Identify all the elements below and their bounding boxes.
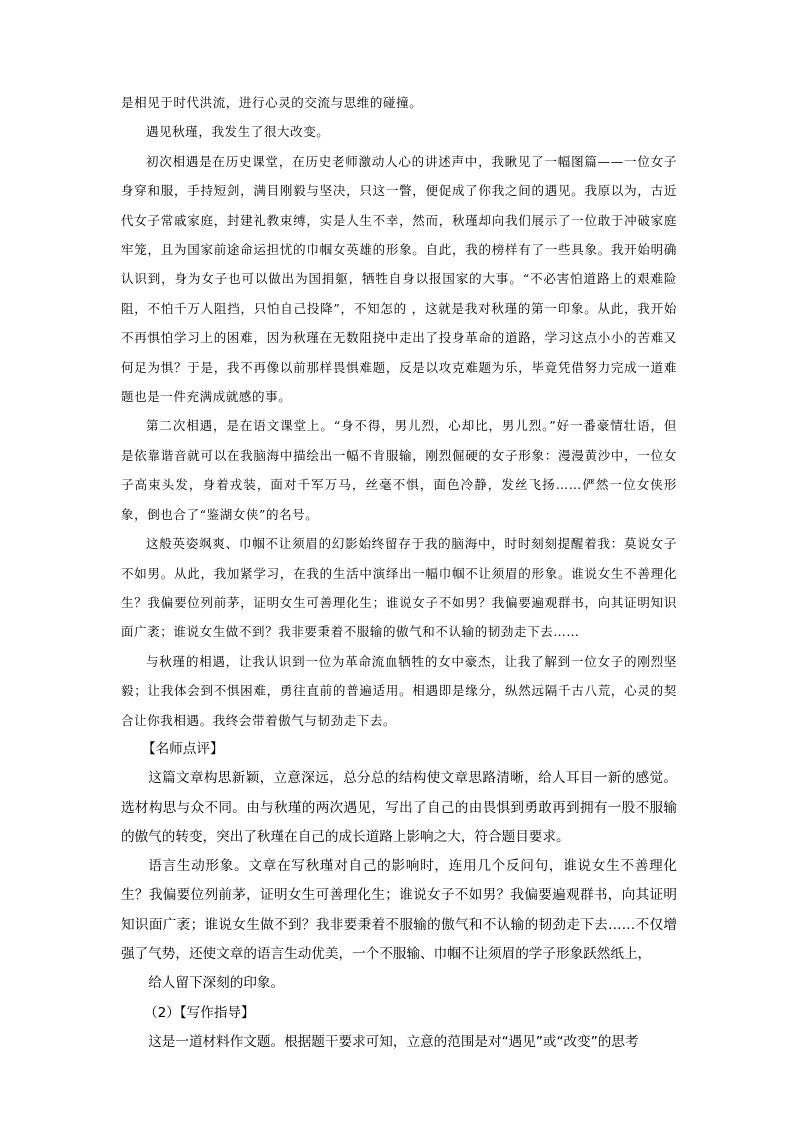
writing-guide-paragraph: 这是一道材料作文题。根据题干要求可知，立意的范围是对“遇见”或“改变”的思考 xyxy=(148,1033,639,1050)
essay-paragraph: 第二次相遇，是在语文课堂上。“身不得，男儿烈，心却比，男儿烈。”好一番豪情壮语，但是依靠谐音就可以在我脑海中描绘出一幅不肯服输，刚烈倔硬的女子形象：漫漫黄沙中，一位女子高束头发，身着戎装，面对千军万马，丝毫不惧，面色冷静，发丝飞扬……俨然一位女侠形象，倒也合了“鉴湖女侠”的名号。 xyxy=(121,418,677,522)
writing-guide-heading: （2）【写作指导】 xyxy=(144,1004,255,1021)
student-essay xyxy=(121,88,677,735)
essay-paragraph: 与秋瑾的相遇，让我认识到一位为革命流血牺牲的女中豪杰，让我了解到一位女子的刚烈坚毅；让我体会到不惧困难，勇往直前的普遍适用。相遇即是缘分，纵然远隔千古八荒，心灵的契合让你我相遇。我终会带着傲气与韧劲走下去。 xyxy=(121,653,677,728)
commentary-heading: 【名师点评】 xyxy=(142,740,224,757)
essay-paragraph: 这般英姿飒爽、巾帼不让须眉的幻影始终留存于我的脑海中，时时刻刻提醒着我：莫说女子不如男。从此，我加紧学习，在我的生活中演绎出一幅巾帼不让须眉的形象。谁说女生不善理化生？我偏要位列前茅，证明女生可善理化生；谁说女子不如男？我偏要遍观群书，向其证明知识面广袤；谁说女生做不到？我非要秉着不服输的傲气和不认输的韧劲走下去…… xyxy=(121,536,677,640)
teacher-commentary xyxy=(121,735,677,1057)
page-content xyxy=(121,88,677,1057)
essay-paragraph: 是相见于时代洪流，进行心灵的交流与思维的碰撞。 xyxy=(121,95,423,110)
commentary-paragraph: 语言生动形象。文章在写秋瑾对自己的影响时，连用几个反问句，谁说女生不善理化生？我偏要位列前茅，证明女生可善理化生；谁说女子不如男？我偏要遍观群书，向其证明知识面广袤；谁说女生做不到？我非要秉着不服输的傲气和不认输的韧劲走下去……不仅增强了气势，还使文章的语言生动优美，一个不服输、巾帼不让须眉的学子形象跃然纸上， xyxy=(121,858,677,963)
essay-paragraph: 初次相遇是在历史课堂，在历史老师激动人心的讲述声中，我瞅见了一幅图篇——一位女子身穿和服，手持短剑，满目刚毅与坚决，只这一瞥，便促成了你我之间的遇见。我原以为，古近代女子常戚家庭，封建礼教束缚，实是人生不幸，然而，秋瑾却向我们展示了一位敢于冲破家庭牢笼，且为国家前途命运担忧的巾帼女英雄的形象。自此，我的榜样有了一些具象。我开始明确认识到，身为女子也可以做出为国捐躯，牺牲自身以报国家的大事。“不必害怕道路上的艰难险阻，不怕千万人阻挡，只怕自己投降”，不知怎的 ，这就是我对秋瑾的第一印象。从此，我开始不再惧怕学习上的困难，因为秋瑾在无数阻挠中走出了投身革命的道路，学习这点小小的苦难又何足为惧？于是，我不再像以前那样畏惧难题，反是以攻克难题为乐，毕竟凭借努力完成一道难题也是一件充满成就感的事。 xyxy=(121,153,677,405)
essay-paragraph: 遇见秋瑾，我发生了很大改变。 xyxy=(146,124,330,140)
commentary-paragraph: 给人留下深刻的印象。 xyxy=(148,975,285,992)
commentary-paragraph: 这篇文章构思新颖，立意深远，总分总的结构使文章思路清晰，给人耳目一新的感觉。选材构思与众不同。由与秋瑾的两次遇见，写出了自己的由畏惧到勇敢再到拥有一股不服输的傲气的转变，突出了秋瑾在自己的成长道路上影响之大，符合题目要求。 xyxy=(121,770,677,845)
